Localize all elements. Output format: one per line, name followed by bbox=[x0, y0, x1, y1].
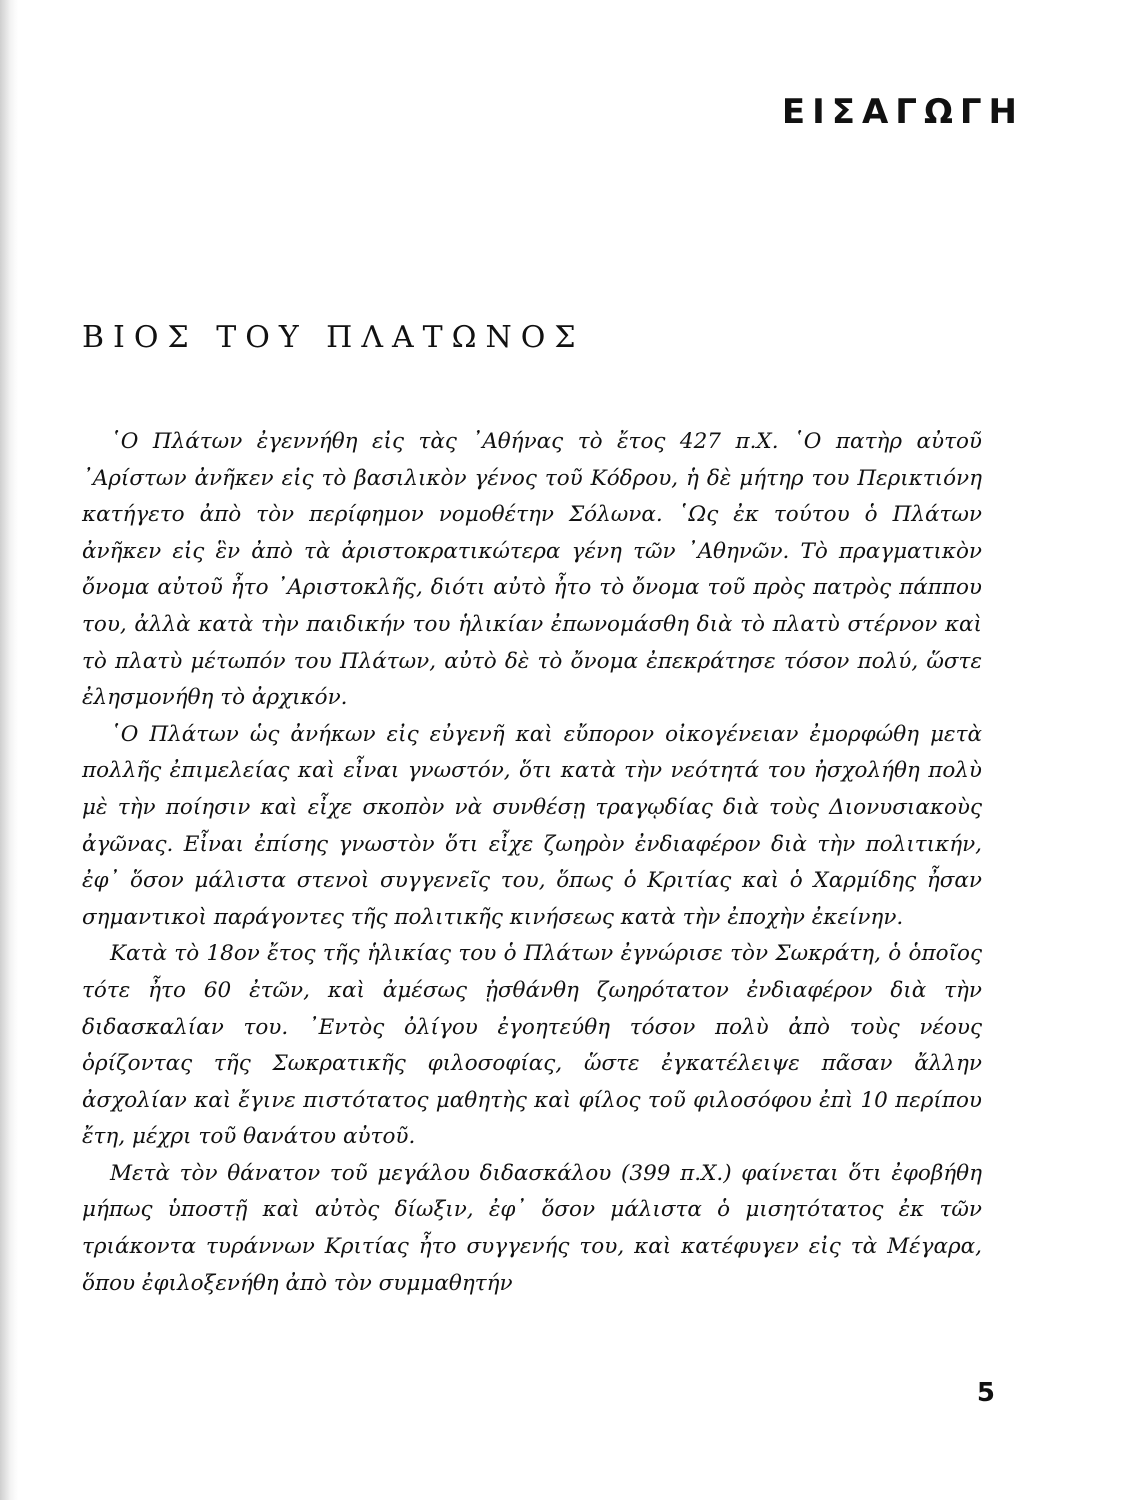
paragraph: ῾Ο Πλάτων ὡς ἀνήκων εἰς εὐγενῆ καὶ εὔπορον οἰκογένειαν ἐμορφώθη μετὰ πολλῆς ἐπιμελείας καὶ εἶναι γνωστόν, ὅτι κατὰ τὴν νεότητά του ἠσχολήθη πολὺ μὲ τὴν ποίησιν καὶ εἶχε σκοπὸν νὰ συνθέσῃ τραγῳδίας διὰ τοὺς Διονυσιακοὺς ἀγῶνας. Εἶναι ἐπίσης γνωστὸν ὅτι εἶχε ζωηρὸν ἐνδιαφέρον διὰ τὴν πολιτικήν, ἐφ᾿ ὅσον μάλιστα στενοὶ συγγενεῖς του, ὅπως ὁ Κριτίας καὶ ὁ Χαρμίδης ἦσαν σημαντικοὶ παράγοντες τῆς πολιτικῆς κινήσεως κατὰ τὴν ἐποχὴν ἐκείνην. bbox=[82, 721, 982, 930]
section-heading: ΕΙΣΑΓΩΓΗ bbox=[781, 92, 1024, 132]
page-binding-edge bbox=[0, 0, 18, 1500]
body-text bbox=[82, 424, 982, 1302]
paragraph: Κατὰ τὸ 18ον ἔτος τῆς ἡλικίας του ὁ Πλάτων ἐγνώρισε τὸν Σωκράτη, ὁ ὁποῖος τότε ἦτο 60 ἐτῶν, καὶ ἀμέσως ᾐσθάνθη ζωηρότατον ἐνδιαφέρον διὰ τὴν διδασκαλίαν του. ᾿Εντὸς ὀλίγου ἐγοητεύθη τόσον πολὺ ἀπὸ τοὺς νέους ὁρίζοντας τῆς Σωκρατικῆς φιλοσοφίας, ὥστε ἐγκατέλειψε πᾶσαν ἄλλην ἀσχολίαν καὶ ἔγινε πιστότατος μαθητὴς καὶ φίλος τοῦ φιλοσόφου ἐπὶ 10 περίπου ἔτη, μέχρι τοῦ θανάτου αὐτοῦ. bbox=[82, 941, 982, 1150]
paragraph: ῾Ο Πλάτων ἐγεννήθη εἰς τὰς ᾿Αθήνας τὸ ἔτος 427 π.Χ. ῾Ο πατὴρ αὐτοῦ ᾿Αρίστων ἀνῆκεν εἰς τὸ βασιλικὸν γένος τοῦ Κόδρου, ἡ δὲ μήτηρ του Περικτιόνη κατήγετο ἀπὸ τὸν περίφημον νομοθέτην Σόλωνα. ῾Ως ἐκ τούτου ὁ Πλάτων ἀνῆκεν εἰς ἓν ἀπὸ τὰ ἀριστοκρατικώτερα γένη τῶν ᾿Αθηνῶν. Τὸ πραγματικὸν ὄνομα αὐτοῦ ἦτο ᾿Αριστοκλῆς, διότι αὐτὸ ἦτο τὸ ὄνομα τοῦ πρὸς πατρὸς πάππου του, ἀλλὰ κατὰ τὴν παιδικήν του ἡλικίαν ἐπωνομάσθη διὰ τὸ πλατὺ στέρνον καὶ τὸ πλατὺ μέτωπόν του Πλάτων, αὐτὸ δὲ τὸ ὄνομα ἐπεκράτησε τόσον πολύ, ὥστε ἐλησμονήθη τὸ ἀρχικόν. bbox=[82, 429, 982, 711]
paragraph: Μετὰ τὸν θάνατον τοῦ μεγάλου διδασκάλου (399 π.Χ.) φαίνεται ὅτι ἐφοβήθη μήπως ὑποστῇ καὶ αὐτὸς δίωξιν, ἐφ᾿ ὅσον μάλιστα ὁ μισητότατος ἐκ τῶν τριάκοντα τυράννων Κριτίας ἦτο συγγενής του, καὶ κατέφυγεν εἰς τὰ Μέγαρα, ὅπου ἐφιλοξενήθη ἀπὸ τὸν συμμαθητήν bbox=[82, 1160, 982, 1296]
page-number: 5 bbox=[976, 1378, 995, 1408]
chapter-title: ΒΙΟΣ ΤΟΥ ΠΛΑΤΩΝΟΣ bbox=[82, 320, 585, 355]
